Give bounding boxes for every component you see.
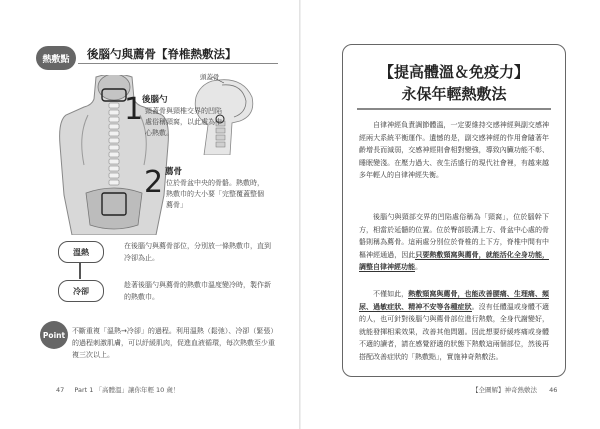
step-warm-pill: 溫熱 — [58, 241, 104, 263]
page-title: 後腦勺與薦骨【脊椎熱敷法】 — [87, 47, 237, 61]
section-body-occiput: 頸蓋骨與頸椎交界的凹陷處俗稱頸窩，以此處為中心熱敷。 — [145, 107, 222, 137]
section-heading-sacrum: 薦骨 — [165, 167, 183, 177]
left-page-number: 47 — [56, 386, 65, 394]
left-folio — [56, 385, 187, 394]
right-page-number: 46 — [549, 386, 558, 394]
paragraph-2-text-a: 後腦勺與頸部交界的凹陷處俗稱為「頸窩」，位於腦幹下方，相當於延髓的位置。位於臀部股溝上方、骨盆中心處的骨骼則稱為薦骨。這兩處分別位於脊椎的上下方，脊椎中間有中樞神經通過，因此 — [359, 213, 549, 259]
feature-title-line2: 永保年輕熱敷法 — [401, 85, 507, 103]
right-running-head: 【全圖解】神奇熱敷法 — [472, 386, 537, 394]
section-heading-occiput: 後腦勺 — [142, 95, 168, 105]
point-badge: Point — [40, 321, 68, 349]
feature-title-line1: 【提高體溫＆免疫力】 — [378, 63, 529, 81]
paragraph-3 — [359, 288, 549, 363]
paragraph-2-text-b: 。 — [415, 263, 422, 271]
step-cool-desc: 趁著後腦勺與薦骨的熱敷巾溫度變冷時，製作新的熱敷巾。 — [124, 281, 271, 301]
section-number-1: 1 — [124, 92, 144, 127]
section-body-sacrum: 位於骨盆中央的骨骼。熱敷時，熱敷巾的大小要「完整覆蓋整個薦骨」 — [166, 179, 264, 209]
section-number-2: 2 — [144, 165, 164, 200]
paragraph-3-emphasis: 熱敷頸窩與薦骨，也能改善腰痛、生理痛、頻尿、過敏症狀、精神不安等各種症狀 — [359, 290, 550, 311]
step-warm-desc: 在後腦勺與薦骨部位，分別放一條熱敷巾，直到冷卻為止。 — [124, 242, 271, 262]
section-badge: 熱敷點 — [36, 46, 76, 70]
paragraph-2 — [359, 211, 549, 274]
skull-label: 頭蓋骨 — [200, 73, 220, 81]
left-running-head: Part 1 「高體溫」讓你年輕 10 歲！ — [74, 386, 180, 394]
book-spine — [299, 0, 301, 429]
feature-title-divider — [357, 108, 551, 110]
feature-box — [342, 44, 566, 377]
paragraph-2-emphasis: 只要熱敷頸窩與薦骨，就能活化全身功能，調整自律神經功能 — [359, 250, 550, 271]
title-divider — [78, 63, 278, 64]
paragraph-1: 自律神經負責調節體溫，一定要維持交感神經與副交感神經兩大系統平衡運作。遺憾的是，副交感神經的作用會隨著年齡增長而減弱，交感神經則會相對變強，導致內臟功能不彰、睡眠變淺。在壓力過大、夜生活盛行的現代社會裡，有越來越多年輕人的自律神經失衡。 — [359, 121, 549, 179]
paragraph-3-text-b: 。沒有任體溫或身體不適的人，也可針對後腦勺與薦骨部位進行熱敷，全身代謝變好，就能發揮相乘效果，改善其他問題。因此想要紓緩疼痛或身體不適的讀者，請在感覺舒適的狀態下熱敷這兩個部位，然後再搭配改善症狀的「熱敷點」，實施神奇熱敷法。 — [359, 302, 550, 361]
step-cool-pill: 冷卻 — [58, 280, 104, 302]
right-folio — [462, 385, 557, 394]
point-text: 不斷重複「溫熱→冷卻」的過程。利用溫熱（鬆弛）、冷卻（緊張）的過程刺激肌膚，可以紓緩肌肉，促進血液循環，每次熱敷至少重複三次以上。 — [72, 327, 278, 359]
paragraph-3-text-a: 不僅如此， — [373, 290, 409, 298]
step-connector — [79, 262, 81, 279]
